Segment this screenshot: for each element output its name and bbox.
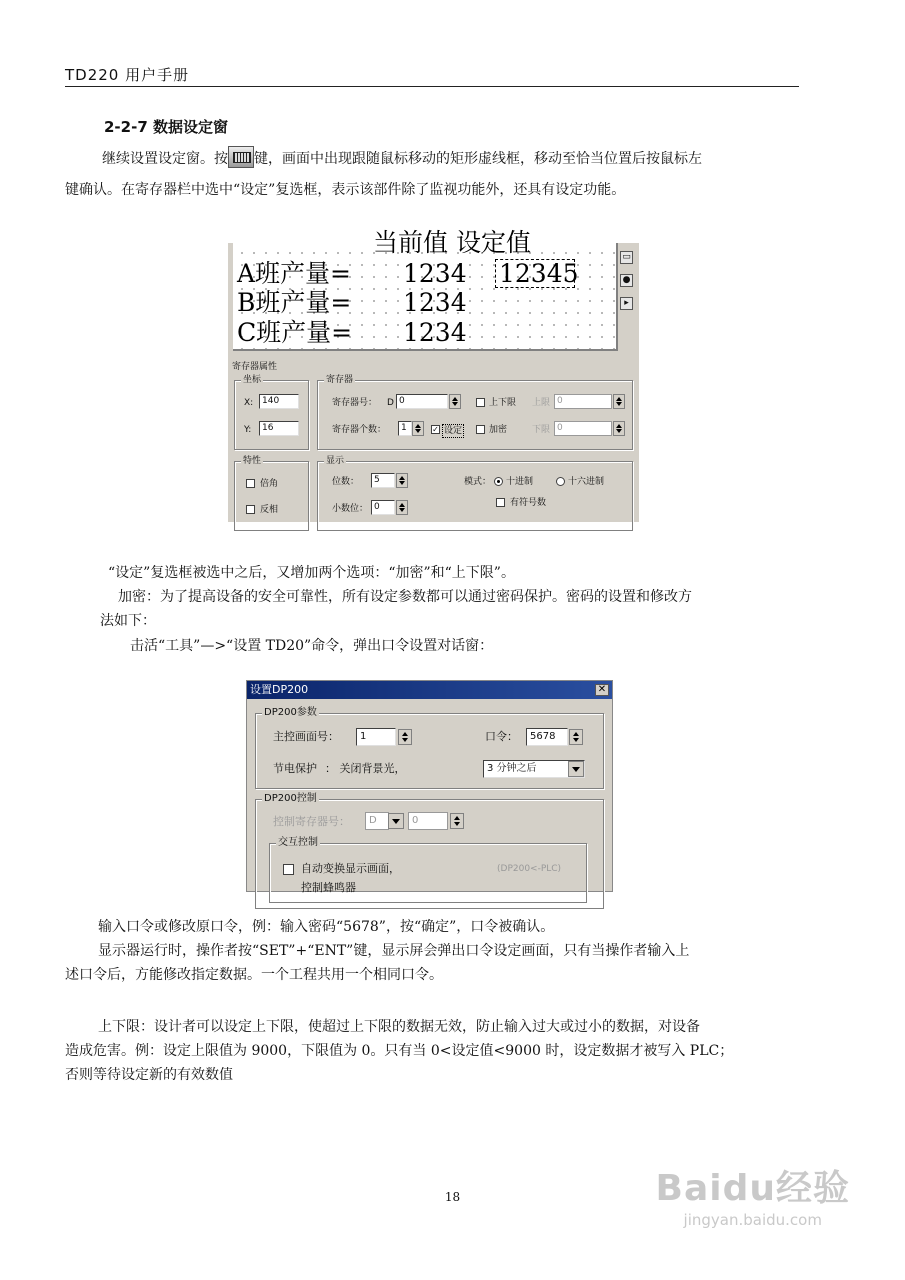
coord-group: [234, 375, 309, 450]
control-reg-spinner[interactable]: [450, 813, 464, 829]
signed-label: 有符号数: [510, 498, 547, 508]
display-group-title: 显示: [326, 456, 345, 466]
reg-no-spinner[interactable]: [449, 394, 461, 409]
para1-text-b: 键，画面中出现跟随鼠标移动的矩形虚线框，移动至恰当位置后按鼠标左: [254, 151, 702, 167]
decimals-input[interactable]: 0: [371, 500, 395, 515]
dp200-settings-dialog: [246, 680, 613, 892]
display-group: [317, 456, 633, 531]
running-header: TD220 用户手册: [65, 66, 190, 84]
page-number: 18: [444, 1190, 461, 1204]
y-label: Y:: [244, 425, 252, 435]
reg-no-label: 寄存器号：: [332, 398, 378, 408]
reg-prefix: D: [387, 398, 394, 408]
para3-line1: 输入口令或修改原口令，例：输入密码“5678”，按“确定”，口令被确认。: [98, 919, 555, 935]
feature-group: [234, 456, 309, 531]
auto-switch-label: 自动变换显示画面，: [301, 862, 400, 875]
section-heading: 2-2-7 数据设定窗: [104, 118, 228, 136]
lower-limit-input[interactable]: 0: [554, 421, 612, 436]
upper-limit-label: 上限: [532, 398, 551, 408]
reg-no-input[interactable]: 0: [396, 394, 448, 409]
watermark-logo: Baidu经验: [655, 1168, 850, 1209]
digits-spinner[interactable]: [396, 473, 408, 488]
lower-limit-spinner[interactable]: [613, 421, 625, 436]
y-input[interactable]: 16: [259, 421, 299, 436]
encrypt-checkbox[interactable]: [476, 425, 485, 434]
dialog-titlebar: [247, 681, 612, 699]
chevron-down-icon[interactable]: [388, 813, 404, 829]
x-input[interactable]: 140: [259, 394, 299, 409]
double-size-label: 倍角: [260, 479, 279, 489]
canvas-row-a-label: A班产量=: [237, 259, 352, 288]
decimal-mode-radio[interactable]: [494, 477, 503, 486]
decimals-spinner[interactable]: [396, 500, 408, 515]
para3-line2: 显示器运行时，操作者按“SET”+“ENT”键，显示屏会弹出口令设定画面，只有当操作者输入上: [98, 943, 690, 959]
lower-limit-label: 下限: [532, 425, 551, 435]
hex-mode-radio[interactable]: [556, 477, 565, 486]
para2-line1: “设定”复选框被选中之后，又增加两个选项：“加密”和“上下限”。: [108, 565, 515, 581]
para1-line1: [102, 146, 702, 171]
canvas-row-a-set-value: 12345: [499, 259, 579, 288]
para1-text-a: 继续设置设定窗。按: [102, 151, 228, 167]
register-group-title: 寄存器: [326, 375, 354, 385]
para2-line4: 击活“工具”—>“设置 TD20”命令，弹出口令设置对话窗：: [130, 638, 494, 654]
digits-input[interactable]: 5: [371, 473, 395, 488]
auto-switch-checkbox[interactable]: [283, 864, 294, 875]
feature-group-title: 特性: [243, 456, 262, 466]
para2-line3: 法如下：: [100, 613, 156, 629]
power-save-select[interactable]: 3 分钟之后: [483, 760, 585, 778]
watermark: [656, 1160, 850, 1229]
decimals-label: 小数位：: [332, 504, 369, 514]
main-screen-label: 主控画面号：: [273, 730, 339, 743]
digits-label: 位数：: [332, 477, 360, 487]
reg-count-spinner[interactable]: [412, 421, 424, 436]
encrypt-label: 加密: [489, 425, 508, 435]
data-set-window-tool-icon: [228, 146, 254, 168]
canvas-column-header: 当前值 设定值: [373, 228, 531, 257]
invert-checkbox[interactable]: [246, 505, 255, 514]
chevron-down-icon[interactable]: [568, 761, 584, 777]
control-reg-input[interactable]: 0: [408, 812, 448, 830]
coord-group-title: 坐标: [243, 375, 262, 385]
header-rule: [65, 86, 799, 87]
reg-count-input[interactable]: 1: [398, 421, 412, 436]
invert-label: 反相: [260, 505, 279, 515]
signed-checkbox[interactable]: [496, 498, 505, 507]
mode-label: 模式：: [464, 477, 492, 487]
buzzer-label: 控制蜂鸣器: [301, 881, 356, 894]
para3-line3: 述口令后，方能修改指定数据。一个工程共用一个相同口令。: [65, 967, 443, 983]
params-group-title: DP200参数: [264, 707, 317, 718]
password-spinner[interactable]: [569, 729, 583, 745]
design-canvas[interactable]: [233, 228, 618, 351]
watermark-url: jingyan.baidu.com: [683, 1211, 822, 1229]
keyboard-tool-icon[interactable]: ▭: [620, 251, 633, 264]
canvas-row-b-label: B班产量=: [237, 288, 352, 317]
lamp-tool-icon[interactable]: ●: [620, 274, 633, 287]
power-save-label: 节电保护: [273, 762, 317, 775]
upper-limit-input[interactable]: 0: [554, 394, 612, 409]
double-size-checkbox[interactable]: [246, 479, 255, 488]
para2-line2: 加密：为了提高设备的安全可靠性，所有设定参数都可以通过密码保护。密码的设置和修改方: [118, 589, 692, 605]
limits-checkbox[interactable]: [476, 398, 485, 407]
canvas-row-c-label: C班产量=: [237, 318, 353, 347]
upper-limit-spinner[interactable]: [613, 394, 625, 409]
x-label: X:: [244, 398, 254, 408]
control-group-title: DP200控制: [264, 793, 317, 804]
main-screen-spinner[interactable]: [398, 729, 412, 745]
hex-mode-label: 十六进制: [568, 477, 605, 487]
para4-line2: 造成危害。例：设定上限值为 9000，下限值为 0。只有当 0<设定值<9000 时，设定数据才被写入 PLC；: [65, 1043, 734, 1059]
control-reg-label: 控制寄存器号：: [273, 815, 350, 828]
password-label: 口令：: [485, 730, 518, 743]
para1-line2: 键确认。在寄存器栏中选中“设定”复选框，表示该部件除了监视功能外，还具有设定功能。: [65, 182, 626, 198]
reg-count-label: 寄存器个数：: [332, 425, 387, 435]
control-reg-prefix-select[interactable]: D: [365, 812, 389, 830]
para4-line1: 上下限：设计者可以设定上下限，使超过上下限的数据无效，防止输入过大或过小的数据，对设备: [98, 1019, 700, 1035]
set-label: 设定: [444, 426, 463, 436]
dialog-title: 设置DP200: [250, 683, 309, 696]
register-group: [317, 375, 633, 450]
main-screen-input[interactable]: 1: [356, 728, 396, 746]
para4-line3: 否则等待设定新的有效数值: [65, 1067, 233, 1083]
canvas-row-c-value: 1234: [403, 318, 467, 347]
canvas-row-a-value: 1234: [403, 259, 467, 288]
set-checkbox[interactable]: ✓: [432, 425, 439, 434]
close-icon[interactable]: ✕: [595, 684, 609, 696]
auto-switch-note: (DP200<-PLC): [497, 864, 562, 874]
power-save-text: ： 关闭背景光，: [325, 762, 406, 775]
limits-label: 上下限: [489, 398, 517, 408]
play-tool-icon[interactable]: ▸: [620, 297, 633, 310]
canvas-row-b-value: 1234: [403, 288, 467, 317]
interact-group-title: 交互控制: [278, 837, 318, 848]
register-properties-title: 寄存器属性: [232, 362, 278, 372]
register-properties-screenshot: [228, 228, 639, 522]
password-input[interactable]: 5678: [526, 728, 568, 746]
decimal-mode-label: 十进制: [506, 477, 534, 487]
